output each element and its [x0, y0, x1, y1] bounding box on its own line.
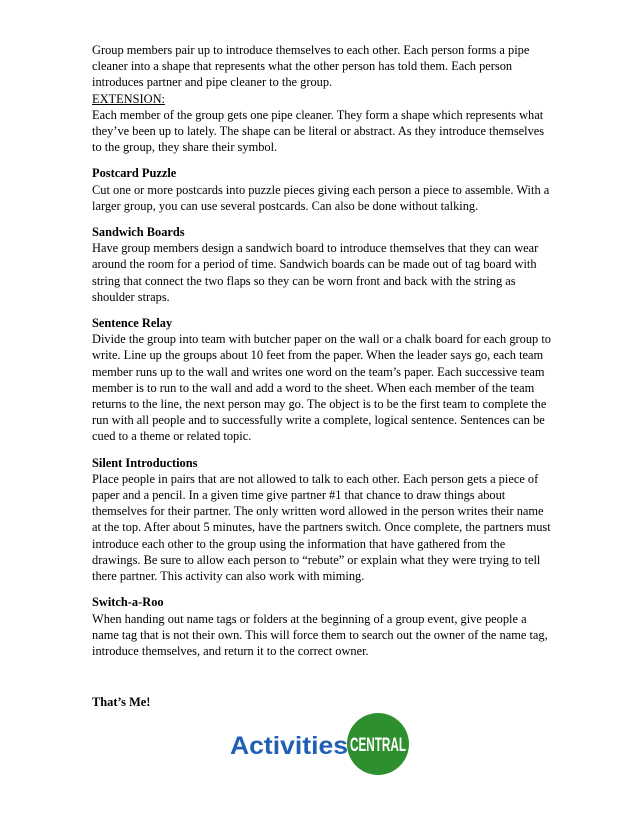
- section-sentence-relay: [92, 315, 552, 445]
- thats-me-heading: That’s Me!: [92, 695, 151, 709]
- logo-word-central: CENTRAL: [350, 735, 407, 756]
- section-heading: Switch-a-Roo: [92, 595, 164, 610]
- section-heading: Silent Introductions: [92, 455, 198, 470]
- section-heading: Sandwich Boards: [92, 225, 185, 240]
- extension-label: EXTENSION:: [92, 91, 165, 106]
- section-body: Cut one or more postcards into puzzle pieces giving each person a piece to assemble. With a larger group, you can use several postcards. Can also be done without talking.: [92, 182, 550, 213]
- section-postcard-puzzle: [92, 165, 552, 214]
- intro-section: [92, 42, 552, 155]
- section-body: Have group members design a sandwich board to introduce themselves that they can wear around the room for a period of time. Sandwich boards can be made out of tag board with string that connect the two flaps so they can be worn front and back with the string as shoulder straps.: [92, 241, 539, 304]
- section-heading: Sentence Relay: [92, 316, 173, 331]
- section-heading: Postcard Puzzle: [92, 166, 177, 181]
- section-switch-a-roo: [92, 594, 552, 659]
- section-body: Place people in pairs that are not allowed to talk to each other. Each person gets a piece of paper and a pencil. In a given time give partner #1 that chance to draw things about themselves for their partner. The only written word allowed in the person writes their name at the top. After about 5 minutes, have the partners switch. Once complete, the partners must introduce each other to the group using the information that have gathered from the drawings. Be sure to allow each person to “rebute” or explain what they were trying to tell there partner. This activity can also work with miming.: [92, 471, 551, 584]
- extension-paragraph: Each member of the group gets one pipe cleaner. They form a shape which represents what they’ve been up to lately. The shape can be literal or abstract. As they introduce themselves to the group, they share their symbol.: [92, 107, 545, 155]
- document-body: [92, 42, 552, 659]
- section-silent-introductions: [92, 455, 552, 585]
- logo-word-activities: Activities: [230, 732, 348, 760]
- section-body: When handing out name tags or folders at the beginning of a group event, give people a name tag that is not their own. This will force them to search out the owner of the name tag, introduce themselves, and return it to the correct owner.: [92, 611, 548, 658]
- section-body: Divide the group into team with butcher paper on the wall or a chalk board for each group to write. Line up the groups about 10 feet from the paper. When the leader says go, each team member runs up to the wall and writes one word on the team’s paper. Each successive team member is to run to the wall and add a word to the sheet. When each member of the team returns to the line, the next person may go. The object is to be the first team to complete the run with all people and to successfully write a complete, logical sentence. Sentences can be cued to a theme or related topic.: [92, 332, 551, 444]
- activities-central-logo: [228, 712, 412, 776]
- section-sandwich-boards: [92, 224, 552, 305]
- intro-paragraph: Group members pair up to introduce themselves to each other. Each person forms a pipe cleaner into a shape that represents what the other person has told them. Each person introduces partner and pipe cleaner to the group.: [92, 43, 530, 90]
